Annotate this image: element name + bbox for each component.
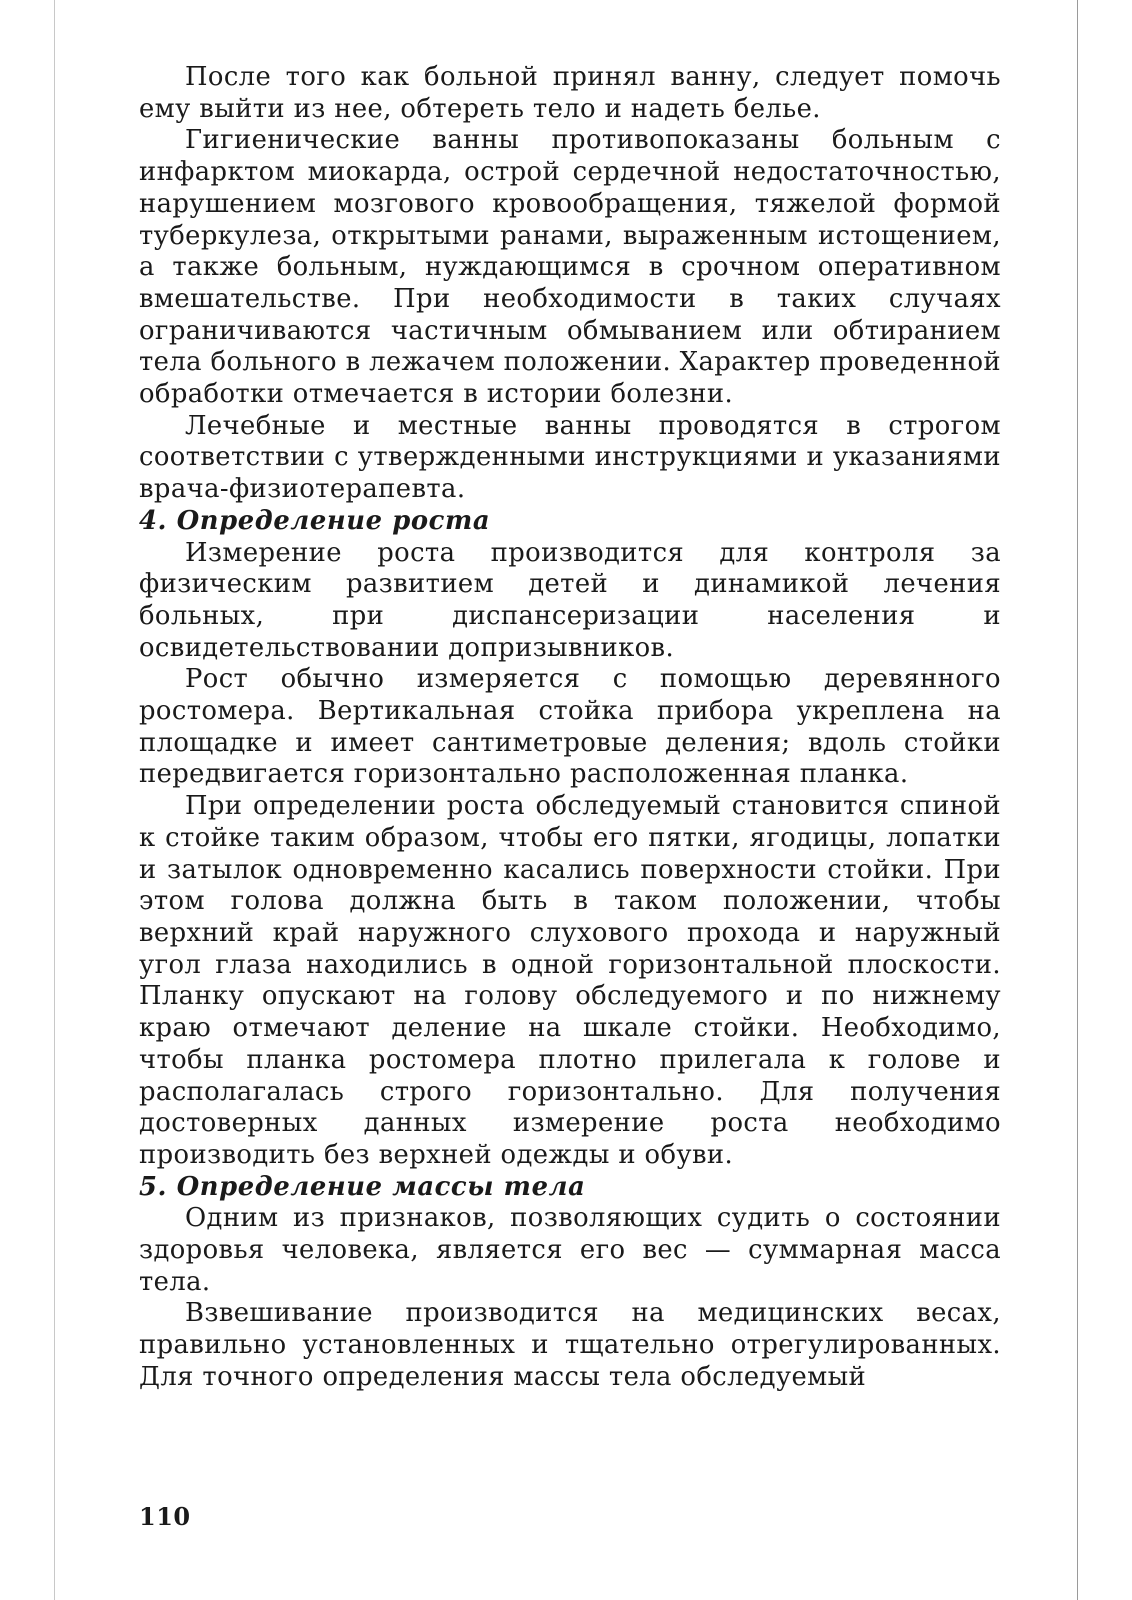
page-content bbox=[139, 62, 1001, 1394]
section-heading-body-mass: 5. Определение массы тела bbox=[139, 1171, 586, 1202]
paragraph-weight-indicator: Одним из признаков, позволяющих судить о состоянии здоровья человека, является его вес — суммарная масса тела. bbox=[139, 1203, 1001, 1297]
paragraph-bath-assist: После того как больной принял ванну, следует помочь ему выйти из нее, обтереть тело и надеть белье. bbox=[139, 62, 1001, 124]
paragraph-height-procedure: При определении роста обследуемый становится спиной к стойке таким образом, чтобы его пятки, ягодицы, лопатки и затылок одновременно касались поверхности стойки. При этом голова должна быть в таком положении, чтобы верхний край наружного слухового прохода и наружный угол глаза находились в одной горизонтальной плоскости. Планку опускают на голову обследуемого и по нижнему краю отмечают деление на шкале стойки. Необходимо, чтобы планка ростомера плотно прилегала к голове и располагалась строго горизонтально. Для получения достоверных данных измерение роста необходимо производить без верхней одежды и обуви. bbox=[139, 791, 1001, 1170]
paragraph-height-purpose: Измерение роста производится для контроля за физическим развитием детей и динамикой лечения больных, при диспансеризации населения и освидетельствовании допризывников. bbox=[139, 537, 1001, 663]
section-heading-height: 4. Определение роста bbox=[139, 505, 491, 536]
page-number: 110 bbox=[139, 1502, 191, 1531]
book-page bbox=[54, 0, 1078, 1600]
paragraph-weighing: Взвешивание производится на медицинских весах, правильно установленных и тщательно отрегулированных. Для точного определения массы тела обследуемый bbox=[139, 1298, 1001, 1392]
paragraph-therapeutic-baths: Лечебные и местные ванны проводятся в строгом соответствии с утвержденными инструкциями и указаниями врача-физиотерапевта. bbox=[139, 410, 1001, 505]
paragraph-stadiometer: Рост обычно измеряется с помощью деревянного ростомера. Вертикальная стойка прибора укреплена на площадке и имеет сантиметровые деления; вдоль стойки передвигается горизонтально расположенная планка. bbox=[139, 664, 1001, 790]
paragraph-contraindications: Гигиенические ванны противопоказаны больным с инфарктом миокарда, острой сердечной недостаточностью, нарушением мозгового кровообращения, тяжелой формой туберкулеза, открытыми ранами, выраженным истощением, а также больным, нуждающимся в срочном оперативном вмешательстве. При необходимости в таких случаях ограничиваются частичным обмыванием или обтиранием тела больного в лежачем положении. Характер проведенной обработки отмечается в истории болезни. bbox=[139, 125, 1001, 410]
